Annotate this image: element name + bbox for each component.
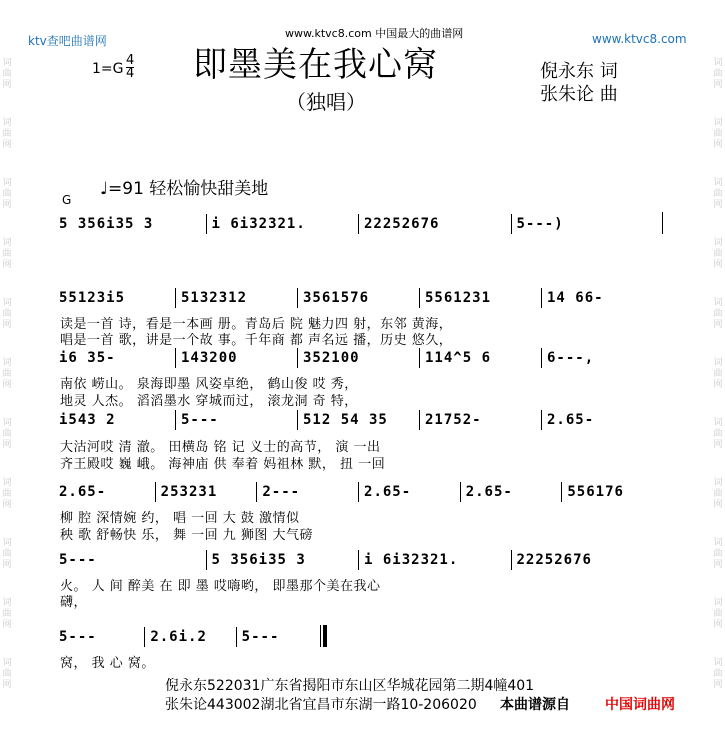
footer-composer-address: 张朱论443002湖北省宜昌市东湖一路10-206020 [165,697,477,713]
side-watermark: 词曲网 [2,58,12,90]
measure: 5--- [236,627,327,647]
lyric-line-11: 窝， 我 心 窝。 [60,656,155,671]
measure: 22252676 [358,214,511,234]
score-row-3 [57,346,663,368]
side-watermark: 词曲网 [713,478,723,510]
measure: 253231 [155,482,257,502]
lyricist-credit: 倪永东 词 [540,61,618,82]
side-watermark: 词曲网 [2,418,12,450]
footer-source-label: 本曲谱源自 [500,697,570,713]
measure: 6---, [541,348,663,368]
measure: 3561576 [297,288,419,308]
measure: 5---) [511,214,664,234]
score-row-4 [57,408,663,430]
measure: i 6i32321. [206,214,359,234]
measure: 21752- [419,410,541,430]
measure: 2--- [256,482,358,502]
side-watermark: 词曲网 [713,58,723,90]
measure: 5561231 [419,288,541,308]
measure: i6 35- [59,350,116,366]
lyric-line-6: 齐王殿哎 巍 峨。 海神庙 供 奉着 妈祖林 默， 扭 一回 [60,457,386,472]
top-center-site[interactable]: www.ktvc8.com 中国最大的曲谱网 [285,27,464,40]
measure: 556176 [561,482,663,502]
right-site-link[interactable]: www.ktvc8.com [592,32,687,46]
measure: 143200 [175,348,297,368]
side-watermark: 词曲网 [2,298,12,330]
side-watermark: 词曲网 [713,658,723,690]
score-row-5 [57,480,663,502]
lyric-line-1: 读是一首 诗，看是一本画 册。青岛后 院 魅力四 射，东邻 黄海， [60,317,453,332]
side-watermark: 词曲网 [713,178,723,210]
lyric-line-7: 柳 腔 深情婉 约， 唱 一回 大 鼓 激情似 [60,511,300,526]
measure: 512 54 35 [297,410,419,430]
final-barline-thin [320,625,321,647]
side-watermark: 词曲网 [713,298,723,330]
side-watermark: 词曲网 [2,238,12,270]
side-watermark: 词曲网 [2,538,12,570]
composer-credit: 张朱论 曲 [540,84,618,105]
left-site-link[interactable]: ktv查吧曲谱网 [28,34,107,48]
measure: 5--- [59,629,97,645]
measure: 2.65- [59,484,107,500]
lyric-line-10: 礴， [60,595,88,610]
side-watermark: 词曲网 [2,178,12,210]
side-watermark: 词曲网 [2,118,12,150]
score-row-6 [57,548,663,570]
tempo-marking: ♩=91 轻松愉快甜美地 [100,179,269,199]
side-watermark: 词曲网 [713,418,723,450]
barline [662,212,663,234]
score-row-1 [57,212,663,234]
side-watermark: 词曲网 [2,478,12,510]
side-watermark: 词曲网 [2,658,12,690]
measure: 5--- [175,410,297,430]
lyric-line-9: 火。 人 间 醉美 在 即 墨 哎嗨哟， 即墨那个美在我心 [60,579,381,594]
score-row-7 [57,625,327,647]
measure: 114^5 6 [419,348,541,368]
measure: 352100 [297,348,419,368]
measure: 2.65- [358,482,460,502]
measure: 22252676 [511,550,664,570]
lyric-line-3: 南依 崂山。 泉海即墨 风姿卓绝， 鹤山俊 哎 秀， [60,377,358,392]
footer-site-link[interactable]: 中国词曲网 [605,697,675,713]
measure: 2.65- [460,482,562,502]
measure: 14 66- [541,288,663,308]
key-signature: 1=G [92,61,124,77]
time-signature [126,55,134,80]
side-watermark: 词曲网 [713,118,723,150]
measure: 5132312 [175,288,297,308]
measure: 5 356i35 3 [59,216,154,232]
measure: 2.6i.2 [144,627,235,647]
side-watermark: 词曲网 [713,598,723,630]
final-barline-thick [323,625,327,647]
measure: i 6i32321. [358,550,511,570]
side-watermark: 词曲网 [713,538,723,570]
right-watermark-column [711,0,725,740]
measure: 55123i5 [59,290,126,306]
score-row-2 [57,286,663,308]
measure: 5--- [59,552,97,568]
song-title: 即墨美在我心窝 [193,45,438,85]
lyric-line-8: 秧 歌 舒畅快 乐， 舞 一回 九 狮图 大气磅 [60,528,314,543]
chord-symbol: G [62,193,72,207]
measure: 2.65- [541,410,663,430]
lyric-line-2: 唱是一首 歌，讲是一个故 事。千年商 都 声名远 播，历史 悠久， [60,333,453,348]
side-watermark: 词曲网 [2,358,12,390]
side-watermark: 词曲网 [713,358,723,390]
measure: 5 356i35 3 [206,550,359,570]
lyric-line-5: 大沽河哎 清 澈。 田横岛 铭 记 义士的高节， 演 一出 [60,440,381,455]
footer-lyricist-address: 倪永东522031广东省揭阳市东山区华城花园第二期4幢401 [165,678,535,694]
time-signature-top: 4 [126,53,135,68]
time-signature-bottom: 4 [126,66,135,81]
lyric-line-4: 地灵 人杰。 滔滔墨水 穿城而过， 滚龙洞 奇 特， [60,394,358,409]
side-watermark: 词曲网 [713,238,723,270]
side-watermark: 词曲网 [2,598,12,630]
measure: i543 2 [59,412,116,428]
left-watermark-column [0,0,14,740]
song-subtitle: （独唱） [286,90,366,114]
